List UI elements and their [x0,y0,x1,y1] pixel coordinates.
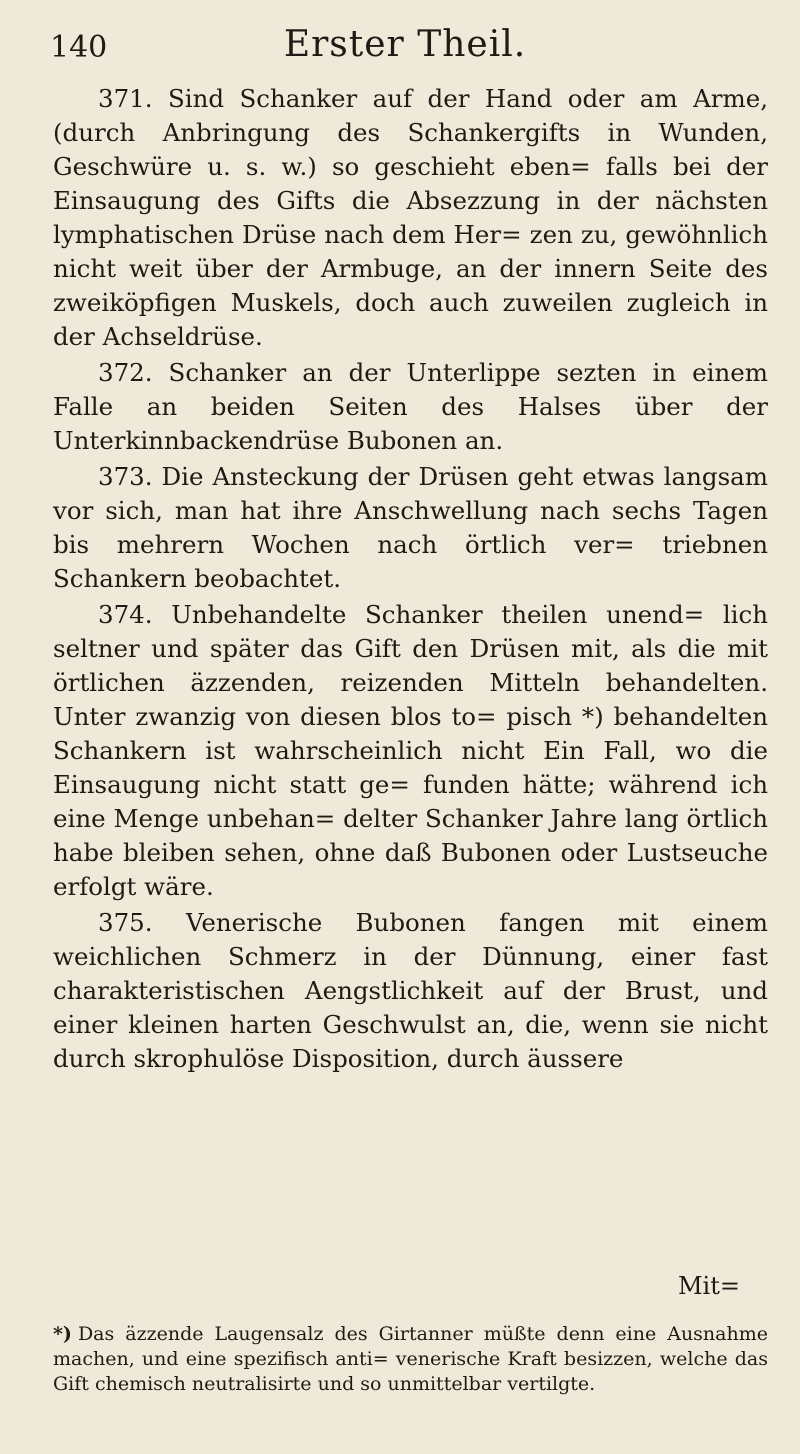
footnote [53,1322,768,1397]
catchword: Mit= [677,1272,740,1300]
running-title: Erster Theil. [283,24,527,65]
page-header [50,24,760,74]
body-text [53,82,768,1078]
page-number: 140 [50,30,108,65]
paragraph-375: 375. Venerische Bubonen fangen mit einem weichlichen Schmerz in der Dünnung, einer fast charakteristischen Aengstlichkeit auf der Brust, und einer kleinen harten Geschwulst an, die, wenn sie nicht durch skrophulöse Disposition, durch äussere [53,908,768,1073]
paragraph-374: 374. Unbehandelte Schanker theilen unend= lich seltner und später das Gift den Drüsen mit, als die mit örtlichen äzzenden, reizenden Mitteln behandelten. Unter zwanzig von diesen blos to= pisch *) behandelten Schankern ist wahrscheinlich nicht Ein Fall, wo die Einsaugung nicht statt ge= funden hätte; während ich eine Menge unbehan= delter Schanker Jahre lang örtlich habe bleiben sehen, ohne daß Bubonen oder Lustseuche erfolgt wäre. [53,600,768,901]
footnote-text: Das äzzende Laugensalz des Girtanner müßte denn eine Ausnahme machen, und eine spezifisch anti= venerische Kraft besizzen, welche das Gift chemisch neutralisirte und so unmittelbar vertilgte. [53,1323,768,1395]
paragraph-371: 371. Sind Schanker auf der Hand oder am Arme, (durch Anbringung des Schankergifts in Wunden, Geschwüre u. s. w.) so geschieht eben= falls bei der Einsaugung des Gifts die Absezzung in der nächsten lymphatischen Drüse nach dem Her= zen zu, gewöhnlich nicht weit über der Armbuge, an der innern Seite des zweiköpfigen Muskels, doch auch zuweilen zugleich in der Achseldrüse. [53,84,768,351]
footnote-marker: *) [53,1323,72,1345]
paragraph-372: 372. Schanker an der Unterlippe sezten in einem Falle an beiden Seiten des Halses über der Unterkinnbackendrüse Bubonen an. [53,358,768,455]
paragraph-373: 373. Die Ansteckung der Drüsen geht etwas langsam vor sich, man hat ihre Anschwellung nach sechs Tagen bis mehrern Wochen nach örtlich ver= triebnen Schankern beobachtet. [53,462,768,593]
